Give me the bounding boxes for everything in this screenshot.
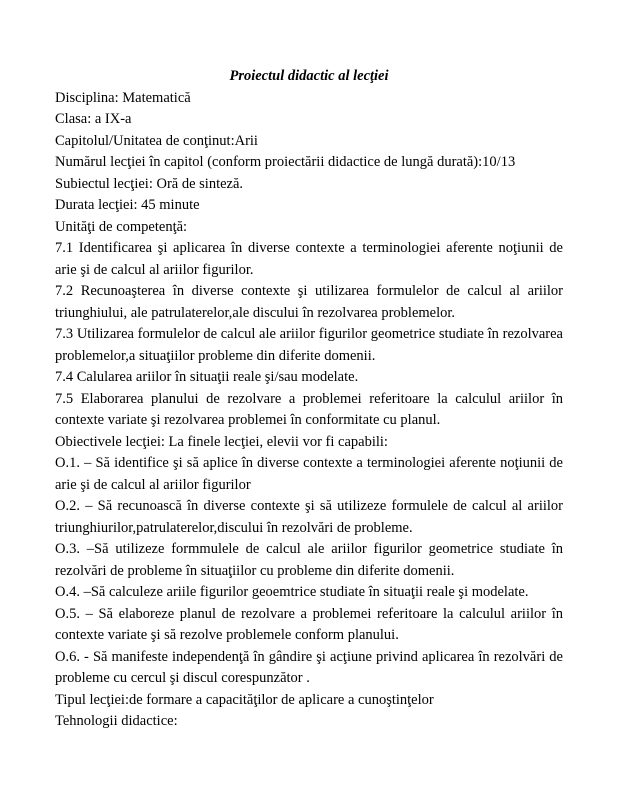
line-unitati-competenta: Unităţi de competenţă: <box>55 218 188 235</box>
competence-7-4: 7.4 Calularea ariilor în situaţii reale şi/sau modelate. <box>55 369 359 385</box>
competence-7-2: 7.2 Recunoaşterea în diverse contexte şi utilizarea formulelor de calcul al ariilor triunghiului, ale patrulaterelor,ale discului în rezolvarea problemelor. <box>55 283 563 321</box>
objective-o-2: O.2. – Să recunoască în diverse contexte şi să utilizeze formulele de calcul al ariilor triunghiurilor,patrulaterelor,discului în rezolvări de probleme. <box>55 498 563 536</box>
line-capitolul-unitatea: Capitolul/Unitatea de conţinut:Arii <box>55 132 258 149</box>
line-numarul-lectiei: Numărul lecţiei în capitol (conform proiectării didactice de lungă durată):10/13 <box>55 154 516 170</box>
competence-7-3: 7.3 Utilizarea formulelor de calcul ale ariilor figurilor geometrice studiate în rezolvarea problemelor,a situaţiilor probleme din diferite domenii. <box>55 326 563 364</box>
objective-o-6: O.6. - Să manifeste independenţă în gândire şi acţiune privind aplicarea în rezolvări de probleme cu cercul şi discul corespunzător . <box>55 648 563 686</box>
line-obiectivele-lectiei: Obiectivele lecţiei: La finele lecţiei, elevii vor fi capabili: <box>55 433 388 450</box>
objective-o-1: O.1. – Să identifice şi să aplice în diverse contexte a terminologiei aferente noţiunii de arie şi de calcul al ariilor figurilor <box>55 455 563 493</box>
line-clasa: Clasa: a IX-a <box>55 111 132 127</box>
line-tipul-lectiei: Tipul lecţiei:de formare a capacităţilor de aplicare a cunoştinţelor <box>55 691 434 708</box>
line-disciplina: Disciplina: Matematică <box>55 89 191 106</box>
competence-7-5: 7.5 Elaborarea planului de rezolvare a problemei referitoare la calculul ariilor în contexte variate şi rezolvarea problemei în conformitate cu planul. <box>55 390 563 428</box>
objective-o-5: O.5. – Să elaboreze planul de rezolvare a problemei referitoare la calculul ariilor în contexte variate şi să rezolve problemele conform planului. <box>55 605 563 643</box>
line-subiectul-lectiei: Subiectul lecţiei: Oră de sinteză. <box>55 175 244 192</box>
document-title: Proiectul didactic al lecţiei <box>229 68 389 84</box>
objective-o-3: O.3. –Să utilizeze formmulele de calcul ale ariilor figurilor geometrice studiate în rezolvări de probleme în situaţiilor cu probleme din diferite domenii. <box>55 541 563 579</box>
objective-o-4: O.4. –Să calculeze ariile figurilor geoemtrice studiate în situaţii reale şi modelate. <box>55 584 529 600</box>
line-tehnologii-didactice: Tehnologii didactice: <box>55 713 178 729</box>
competence-7-1: 7.1 Identificarea şi aplicarea în diverse contexte a terminologiei aferente noţiunii de arie şi de calcul al ariilor figurilor. <box>55 240 563 278</box>
line-durata-lectiei: Durata lecţiei: 45 minute <box>55 197 200 213</box>
